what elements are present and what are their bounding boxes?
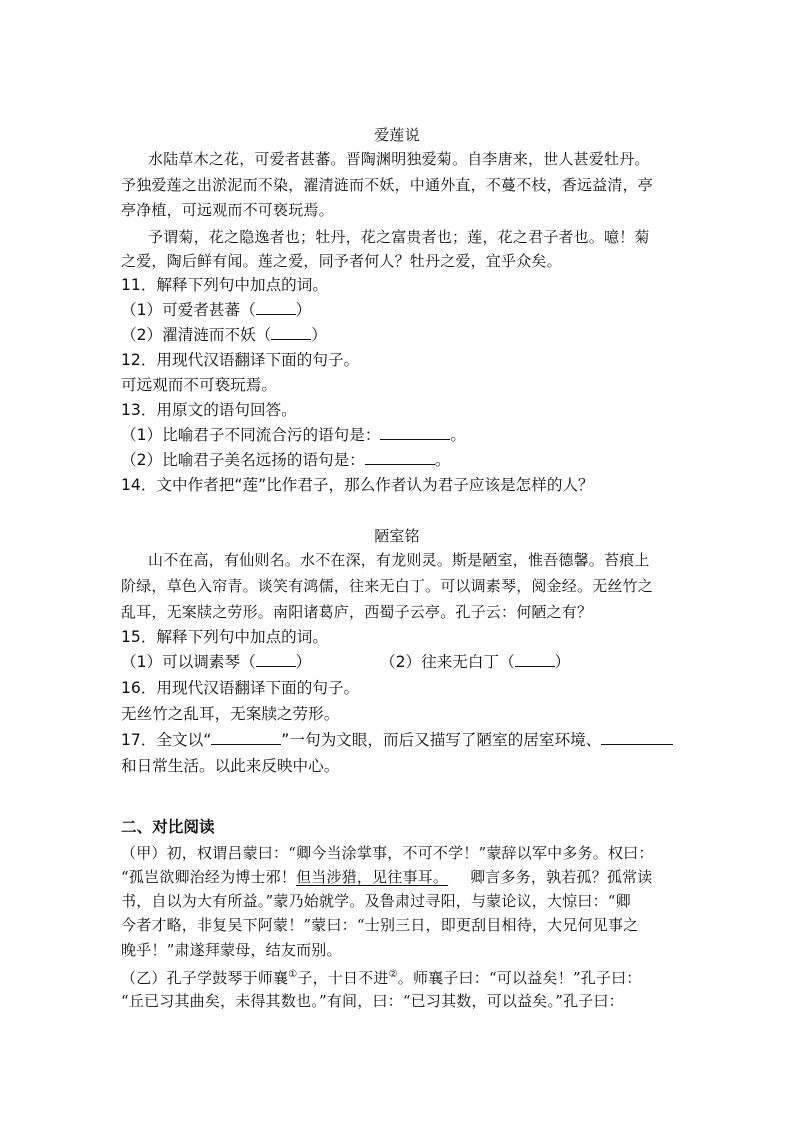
question-17: 17．全文以“ ”一句为文眼，而后又描写了陋室的居室环境、 xyxy=(121,729,673,751)
ailian-line: 水陆草木之花，可爱者甚蕃。晋陶渊明独爱菊。自李唐来，世人甚爱牡丹。 xyxy=(148,150,650,168)
question-11-1: （1）可爱者甚蕃（ ） xyxy=(121,301,312,319)
question-15-2: （2）往来无白丁（ ） xyxy=(380,653,571,671)
question-13-1: （1）比喻君子不同流合污的语句是： 。 xyxy=(121,426,467,444)
question-12-sentence: 可远观而不可亵玩焉。 xyxy=(121,376,277,394)
ailian-title: 爱莲说 xyxy=(374,126,420,144)
jia-line: 书，自以为大有所益。”蒙乃始就学。及鲁肃过寻阳，与蒙论议，大惊曰：“卿 xyxy=(121,892,631,910)
ailian-line: 之爱，陶后鲜有闻。莲之爱，同予者何人？牡丹之爱，宜乎众矣。 xyxy=(121,252,562,270)
jia-line: （甲）初，权谓吕蒙曰：“卿今当涂掌事，不可不学！”蒙辞以军中多务。权曰： xyxy=(121,844,654,862)
answer-blank[interactable] xyxy=(271,325,311,340)
ailian-line: 亭净植，可远观而不可亵玩焉。 xyxy=(121,201,334,219)
loushi-line: 乱耳，无案牍之劳形。南阳诸葛庐，西蜀子云亭。孔子云：何陋之有？ xyxy=(121,603,593,621)
ailian-line: 予谓菊，花之隐逸者也；牡丹，花之富贵者也；莲，花之君子者也。噫！菊 xyxy=(148,228,650,246)
answer-blank[interactable] xyxy=(515,652,555,667)
loushi-line: 山不在高，有仙则名。水不在深，有龙则灵。斯是陋室，惟吾德馨。苔痕上 xyxy=(148,551,650,569)
loushi-line: 阶绿，草色入帘青。谈笑有鸿儒，往来无白丁。可以调素琴，阅金经。无丝竹之 xyxy=(121,577,654,595)
jia-line: 今者才略，非复吴下阿蒙！”蒙曰：“士别三日，即更刮目相待，大兄何见事之 xyxy=(121,916,639,934)
footnote-marker: ② xyxy=(388,969,398,980)
question-11: 11．解释下列句中加点的词。 xyxy=(121,276,328,294)
answer-blank[interactable] xyxy=(380,425,450,440)
question-13: 13．用原文的语句回答。 xyxy=(121,401,297,419)
question-13-2: （2）比喻君子美名远扬的语句是： 。 xyxy=(121,451,451,469)
jia-line: “孤岂欲卿治经为博士邪！但当涉猎，见往事耳。 卿言多务，孰若孤？孤常读 xyxy=(121,868,653,886)
question-17-cont: 和日常生活。以此来反映中心。 xyxy=(121,757,340,775)
answer-blank[interactable] xyxy=(365,450,435,465)
answer-blank[interactable] xyxy=(601,730,673,745)
yi-line: （乙）孔子学鼓琴于师襄①子，十日不进②。师襄子曰：“可以益矣！”孔子曰： xyxy=(121,969,642,987)
jia-line: 晚乎！”肃遂拜蒙母，结友而别。 xyxy=(121,941,342,959)
question-16-sentence: 无丝竹之乱耳，无案牍之劳形。 xyxy=(121,705,340,723)
answer-blank[interactable] xyxy=(256,300,296,315)
yi-line: “丘已习其曲矣，未得其数也。”有间，曰：“已习其数，可以益矣。”孔子曰： xyxy=(121,992,624,1010)
section-heading: 二、对比阅读 xyxy=(121,818,215,836)
question-11-2: （2）濯清涟而不妖（ ） xyxy=(121,326,327,344)
ailian-line: 予独爱莲之出淤泥而不染，濯清涟而不妖，中通外直，不蔓不枝，香远益清，亭 xyxy=(121,176,654,194)
question-15: 15．解释下列句中加点的词。 xyxy=(121,628,328,646)
question-12: 12．用现代汉语翻译下面的句子。 xyxy=(121,351,360,369)
question-16: 16．用现代汉语翻译下面的句子。 xyxy=(121,679,360,697)
question-15-1: （1）可以调素琴（ ） xyxy=(121,653,312,671)
answer-blank[interactable] xyxy=(256,652,296,667)
underlined-sentence: 但当涉猎，见往事耳。 xyxy=(296,868,449,886)
answer-blank[interactable] xyxy=(211,730,281,745)
loushi-title: 陋室铭 xyxy=(374,527,420,545)
footnote-marker: ① xyxy=(288,969,298,980)
question-14: 14．文中作者把“莲”比作君子，那么作者认为君子应该是怎样的人？ xyxy=(121,476,594,494)
